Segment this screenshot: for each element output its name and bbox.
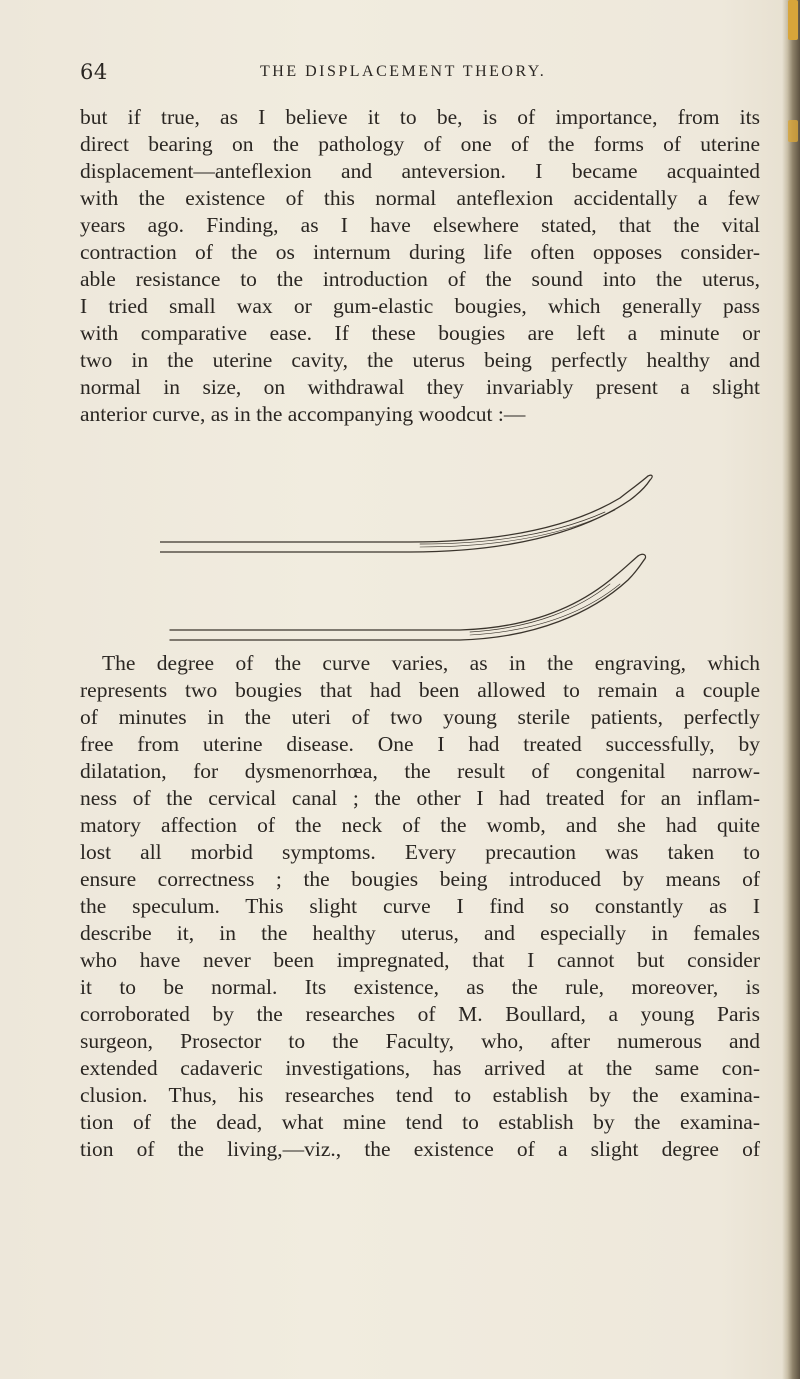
paragraph-1 xyxy=(80,104,760,428)
edge-tab xyxy=(788,0,798,40)
text-line: direct bearing on the pathology of one of the forms of uterine xyxy=(80,132,760,156)
text-line: of minutes in the uteri of two young sterile patients, perfectly xyxy=(80,705,760,729)
text-line: with comparative ease. If these bougies are left a minute or xyxy=(80,321,760,345)
text-line: able resistance to the introduction of the sound into the uterus, xyxy=(80,267,760,291)
text-line: tion of the dead, what mine tend to establish by the examina- xyxy=(80,1110,760,1134)
text-line: ensure correctness ; the bougies being introduced by means of xyxy=(80,867,760,891)
running-title: THE DISPLACEMENT THEORY. xyxy=(260,63,547,80)
text-line: I tried small wax or gum-elastic bougies, which generally pass xyxy=(80,294,760,318)
text-line: who have never been impregnated, that I cannot but consider xyxy=(80,948,760,972)
text-line: normal in size, on withdrawal they invariably present a slight xyxy=(80,375,760,399)
page-edge-shadow xyxy=(782,0,800,1379)
text-line: it to be normal. Its existence, as the rule, moreover, is xyxy=(80,975,760,999)
text-line: represents two bougies that had been allowed to remain a couple xyxy=(80,678,760,702)
text-line: but if true, as I believe it to be, is of importance, from its xyxy=(80,105,760,129)
text-line: two in the uterine cavity, the uterus being perfectly healthy and xyxy=(80,348,760,372)
text-line: extended cadaveric investigations, has arrived at the same con- xyxy=(80,1056,760,1080)
text-line: The degree of the curve varies, as in the engraving, which xyxy=(102,651,760,675)
upper-bougie xyxy=(160,475,652,552)
text-line: clusion. Thus, his researches tend to establish by the examina- xyxy=(80,1083,760,1107)
text-line: with the existence of this normal anteflexion accidentally a few xyxy=(80,186,760,210)
text-line: years ago. Finding, as I have elsewhere stated, that the vital xyxy=(80,213,760,237)
text-line: matory affection of the neck of the womb, and she had quite xyxy=(80,813,760,837)
text-line: corroborated by the researches of M. Boullard, a young Paris xyxy=(80,1002,760,1026)
text-line: anterior curve, as in the accompanying woodcut :— xyxy=(80,402,526,426)
text-line: contraction of the os internum during life often opposes consider- xyxy=(80,240,760,264)
text-line: dilatation, for dysmenorrhœa, the result of congenital narrow- xyxy=(80,759,760,783)
paragraph-2 xyxy=(80,650,760,1163)
page-number: 64 xyxy=(80,60,108,84)
text-line: tion of the living,—viz., the existence of a slight degree of xyxy=(80,1137,760,1161)
text-line: describe it, in the healthy uterus, and especially in females xyxy=(80,921,760,945)
text-line: displacement—anteflexion and anteversion. I became acquainted xyxy=(80,159,760,183)
text-line: free from uterine disease. One I had treated successfully, by xyxy=(80,732,760,756)
woodcut-figure xyxy=(160,468,660,658)
text-line: ness of the cervical canal ; the other I had treated for an inflam- xyxy=(80,786,760,810)
text-line: lost all morbid symptoms. Every precaution was taken to xyxy=(80,840,760,864)
edge-tab xyxy=(788,120,798,142)
lower-bougie xyxy=(170,554,646,640)
text-line: the speculum. This slight curve I find so constantly as I xyxy=(80,894,760,918)
page-header xyxy=(80,60,760,86)
text-line: surgeon, Prosector to the Faculty, who, after numerous and xyxy=(80,1029,760,1053)
